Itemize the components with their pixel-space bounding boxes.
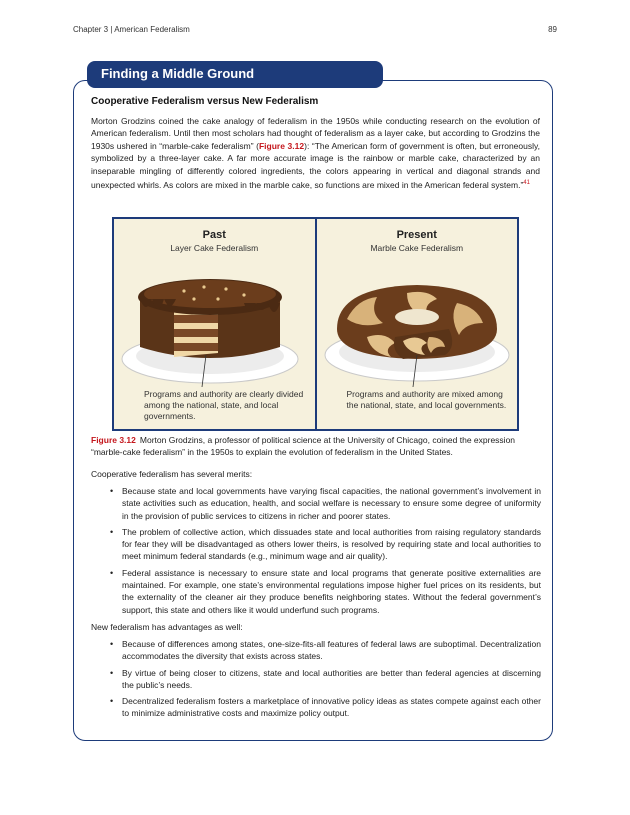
panel-past [114, 219, 315, 429]
panel-past-caption: Programs and authority are clearly divided among the national, state, and local governments. [144, 389, 304, 421]
feature-title: Finding a Middle Ground [87, 61, 383, 88]
panel-present [315, 219, 518, 429]
figure-caption [91, 435, 541, 458]
new-federalism-intro: New federalism has advantages as well: [91, 621, 243, 632]
marble-cake-illustration [317, 259, 517, 389]
figure-caption-text: Morton Grodzins, a professor of political science at the University of Chicago, coined the expression “marble-cake federalism” in the 1950s to explain the evolution of federalism in the United States. [91, 435, 516, 457]
list-item: • Because state and local governments have varying fiscal capacities, the national government’s involvement in state activities such as education, health, and social welfare is necessary to ensure some degree of uniformity in the provision of public services to citizens in richer and poorer states. [91, 485, 541, 522]
intro-text-before: Morton Grodzins coined the cake analogy of federalism in the 1950s while conducting research on the evolution of American federalism. Until then most scholars had thought of federalism as a layer cake, but according to Grodzins the 1930s ushered in “marble-cake federalism” ( [91, 116, 540, 151]
figure-label: Figure 3.12 [91, 435, 136, 445]
panel-present-subtitle: Marble Cake Federalism [370, 243, 464, 253]
panel-present-title: Present [396, 229, 437, 241]
cooperative-list [91, 485, 541, 616]
list-item: • Decentralized federalism fosters a marketplace of innovative policy ideas as states compete against each other to minimize administrative costs and maximize policy output. [91, 695, 541, 720]
merits-section [91, 469, 541, 726]
intro-text-after: ): “The American form of government is often, but erroneously, symbolized by a three-layer cake. A far more accurate image is the rainbow or marble cake, characterized by an inseparable mingling of differently colored ingredients, the colors appearing in vertical and diagonal strands and unexpected whirls. As colors are mixed in the marble cake, so functions are mixed in the American federal system.” [91, 140, 540, 190]
list-item: • The problem of collective action, which dissuades state and local authorities from raising regulatory standards for fear they will be disadvantaged as others lower theirs, is resolved by requiring state and local authorities to meet minimum federal standards (e.g., minimum wage and air quality). [91, 526, 541, 563]
figure-cake-comparison [112, 217, 519, 431]
section-subheading: Cooperative Federalism versus New Federalism [91, 96, 319, 107]
feature-content [91, 96, 540, 191]
endnote-link[interactable]: 41 [523, 180, 530, 187]
figure-reference-link[interactable]: Figure 3.12 [258, 140, 305, 151]
panel-past-title: Past [202, 229, 226, 241]
panel-present-caption: Programs and authority are mixed among the national, state, and local governments. [346, 389, 507, 410]
list-item: • By virtue of being closer to citizens, state and local authorities are better than federal agencies at discerning the public’s needs. [91, 667, 541, 692]
running-head [73, 25, 557, 34]
page-number: 89 [548, 25, 557, 34]
chapter-title: Chapter 3 | American Federalism [73, 25, 190, 34]
layer-cake-illustration [114, 259, 314, 389]
cooperative-intro: Cooperative federalism has several merits: [91, 469, 253, 479]
panel-past-subtitle: Layer Cake Federalism [170, 243, 259, 253]
list-item: • Federal assistance is necessary to ensure state and local programs that generate positive externalities are maintained. For example, one state’s environmental regulations impose higher fuel prices on its residents, but the externality of the cleaner air they produce benefits neighboring states. Without the federal government’s support, this state and others like it would underfund such programs. [91, 567, 541, 616]
list-item: • Because of differences among states, one-size-fits-all features of federal laws are suboptimal. Decentralization accommodates the diversity that exists across states. [91, 638, 541, 663]
intro-paragraph [91, 115, 540, 191]
new-federalism-list [91, 638, 541, 720]
